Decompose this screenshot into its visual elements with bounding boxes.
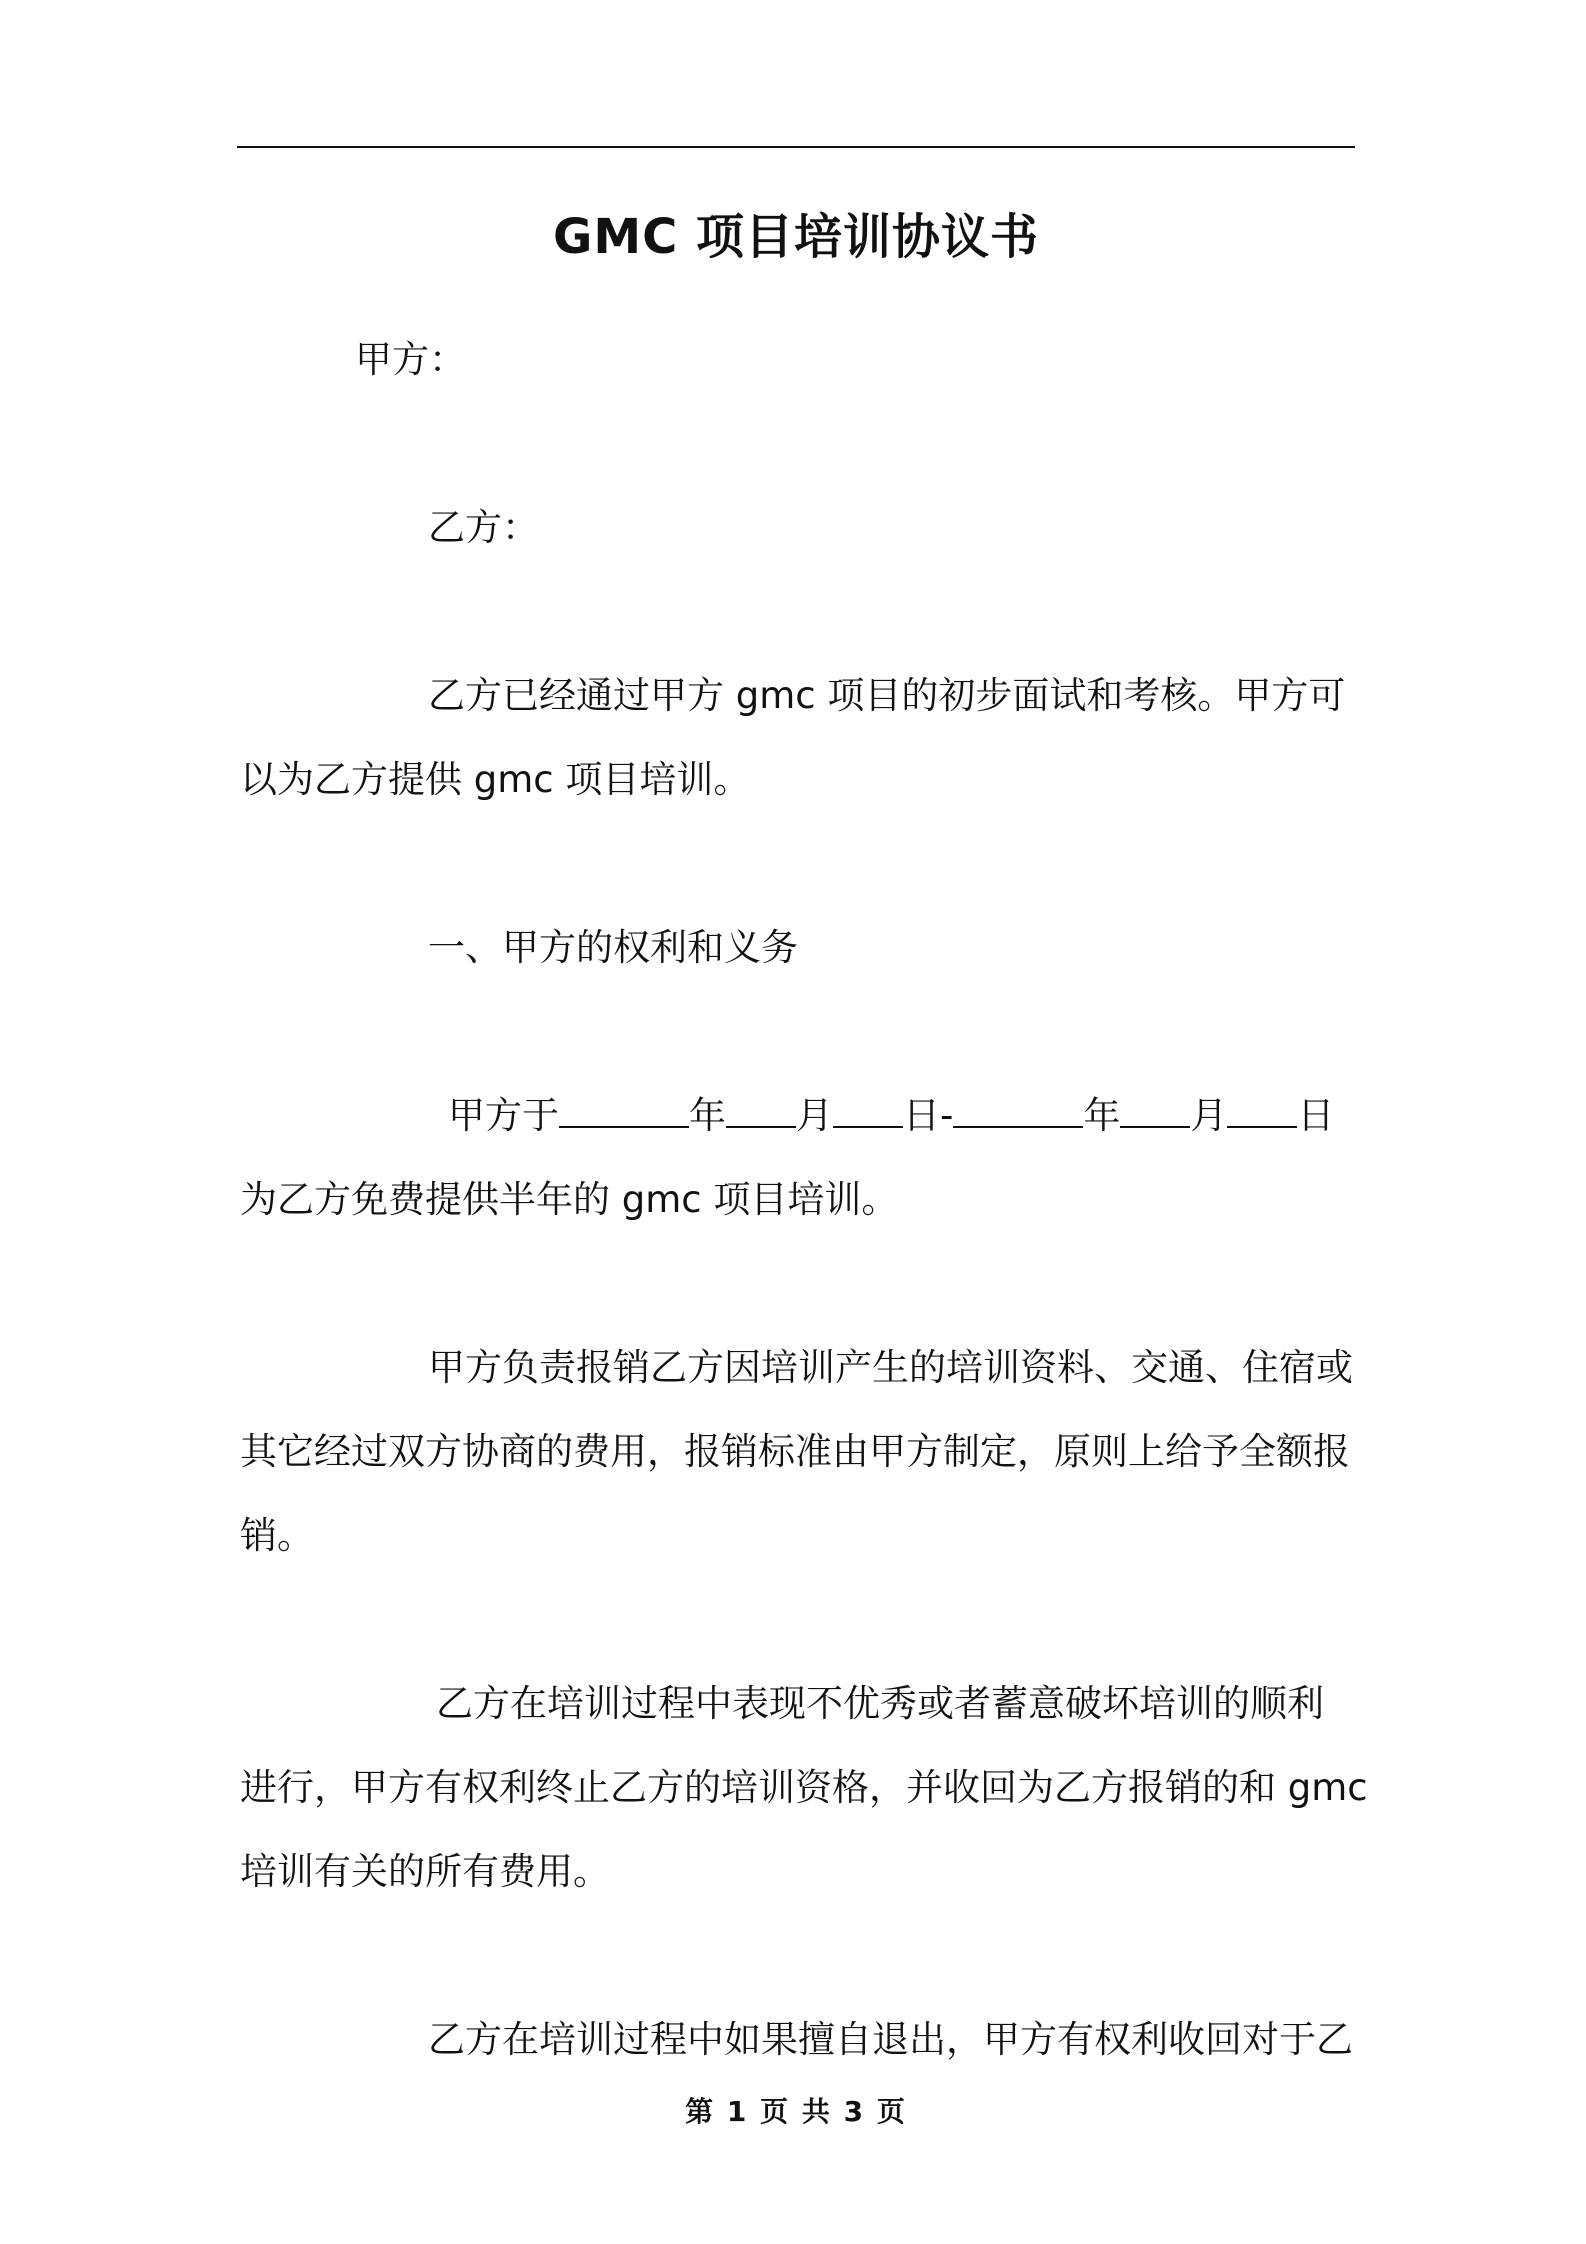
year-label-1: 年 bbox=[689, 1094, 726, 1137]
day-label-2: 日 bbox=[1297, 1094, 1335, 1137]
section-1-heading: 一、甲方的权利和义务 bbox=[428, 926, 798, 969]
para-4-line-1: 乙方在培训过程中如果擅自退出，甲方有权利收回对于乙 bbox=[428, 2018, 1353, 2061]
para-2-line-2: 其它经过双方协商的费用，报销标准由甲方制定，原则上给予全额报 bbox=[240, 1430, 1350, 1473]
month-label-2: 月 bbox=[1190, 1094, 1228, 1137]
blank-month-start bbox=[726, 1090, 796, 1128]
para-1-line-2: 为乙方免费提供半年的 gmc 项目培训。 bbox=[240, 1178, 899, 1221]
para-3-line-1: 乙方在培训过程中表现不优秀或者蓄意破坏培训的顺利 bbox=[436, 1682, 1324, 1725]
header-rule bbox=[237, 146, 1355, 148]
page-indicator: 第 1 页 共 3 页 bbox=[685, 2095, 907, 2128]
month-label-1: 月 bbox=[796, 1094, 833, 1137]
blank-year-start bbox=[559, 1090, 689, 1128]
intro-line-2: 以为乙方提供 gmc 项目培训。 bbox=[240, 758, 751, 801]
blank-year-end bbox=[953, 1090, 1083, 1128]
day-label-1: 日- bbox=[903, 1094, 954, 1137]
date-range-line bbox=[448, 1090, 1334, 1142]
para-2-line-3: 销。 bbox=[240, 1514, 314, 1557]
date-prefix: 甲方于 bbox=[448, 1094, 559, 1137]
intro-line-1: 乙方已经通过甲方 gmc 项目的初步面试和考核。甲方可 bbox=[428, 674, 1346, 717]
party-b-label: 乙方： bbox=[428, 506, 539, 549]
para-3-line-2: 进行，甲方有权利终止乙方的培训资格，并收回为乙方报销的和 gmc bbox=[240, 1766, 1368, 1809]
year-label-2: 年 bbox=[1083, 1094, 1121, 1137]
para-2-line-1: 甲方负责报销乙方因培训产生的培训资料、交通、住宿或 bbox=[428, 1346, 1353, 1389]
document-title: GMC 项目培训协议书 bbox=[552, 209, 1040, 265]
blank-day-end bbox=[1227, 1090, 1297, 1128]
blank-month-end bbox=[1120, 1090, 1190, 1128]
blank-day-start bbox=[833, 1090, 903, 1128]
party-a-label: 甲方： bbox=[355, 338, 466, 381]
para-3-line-3: 培训有关的所有费用。 bbox=[240, 1850, 610, 1893]
